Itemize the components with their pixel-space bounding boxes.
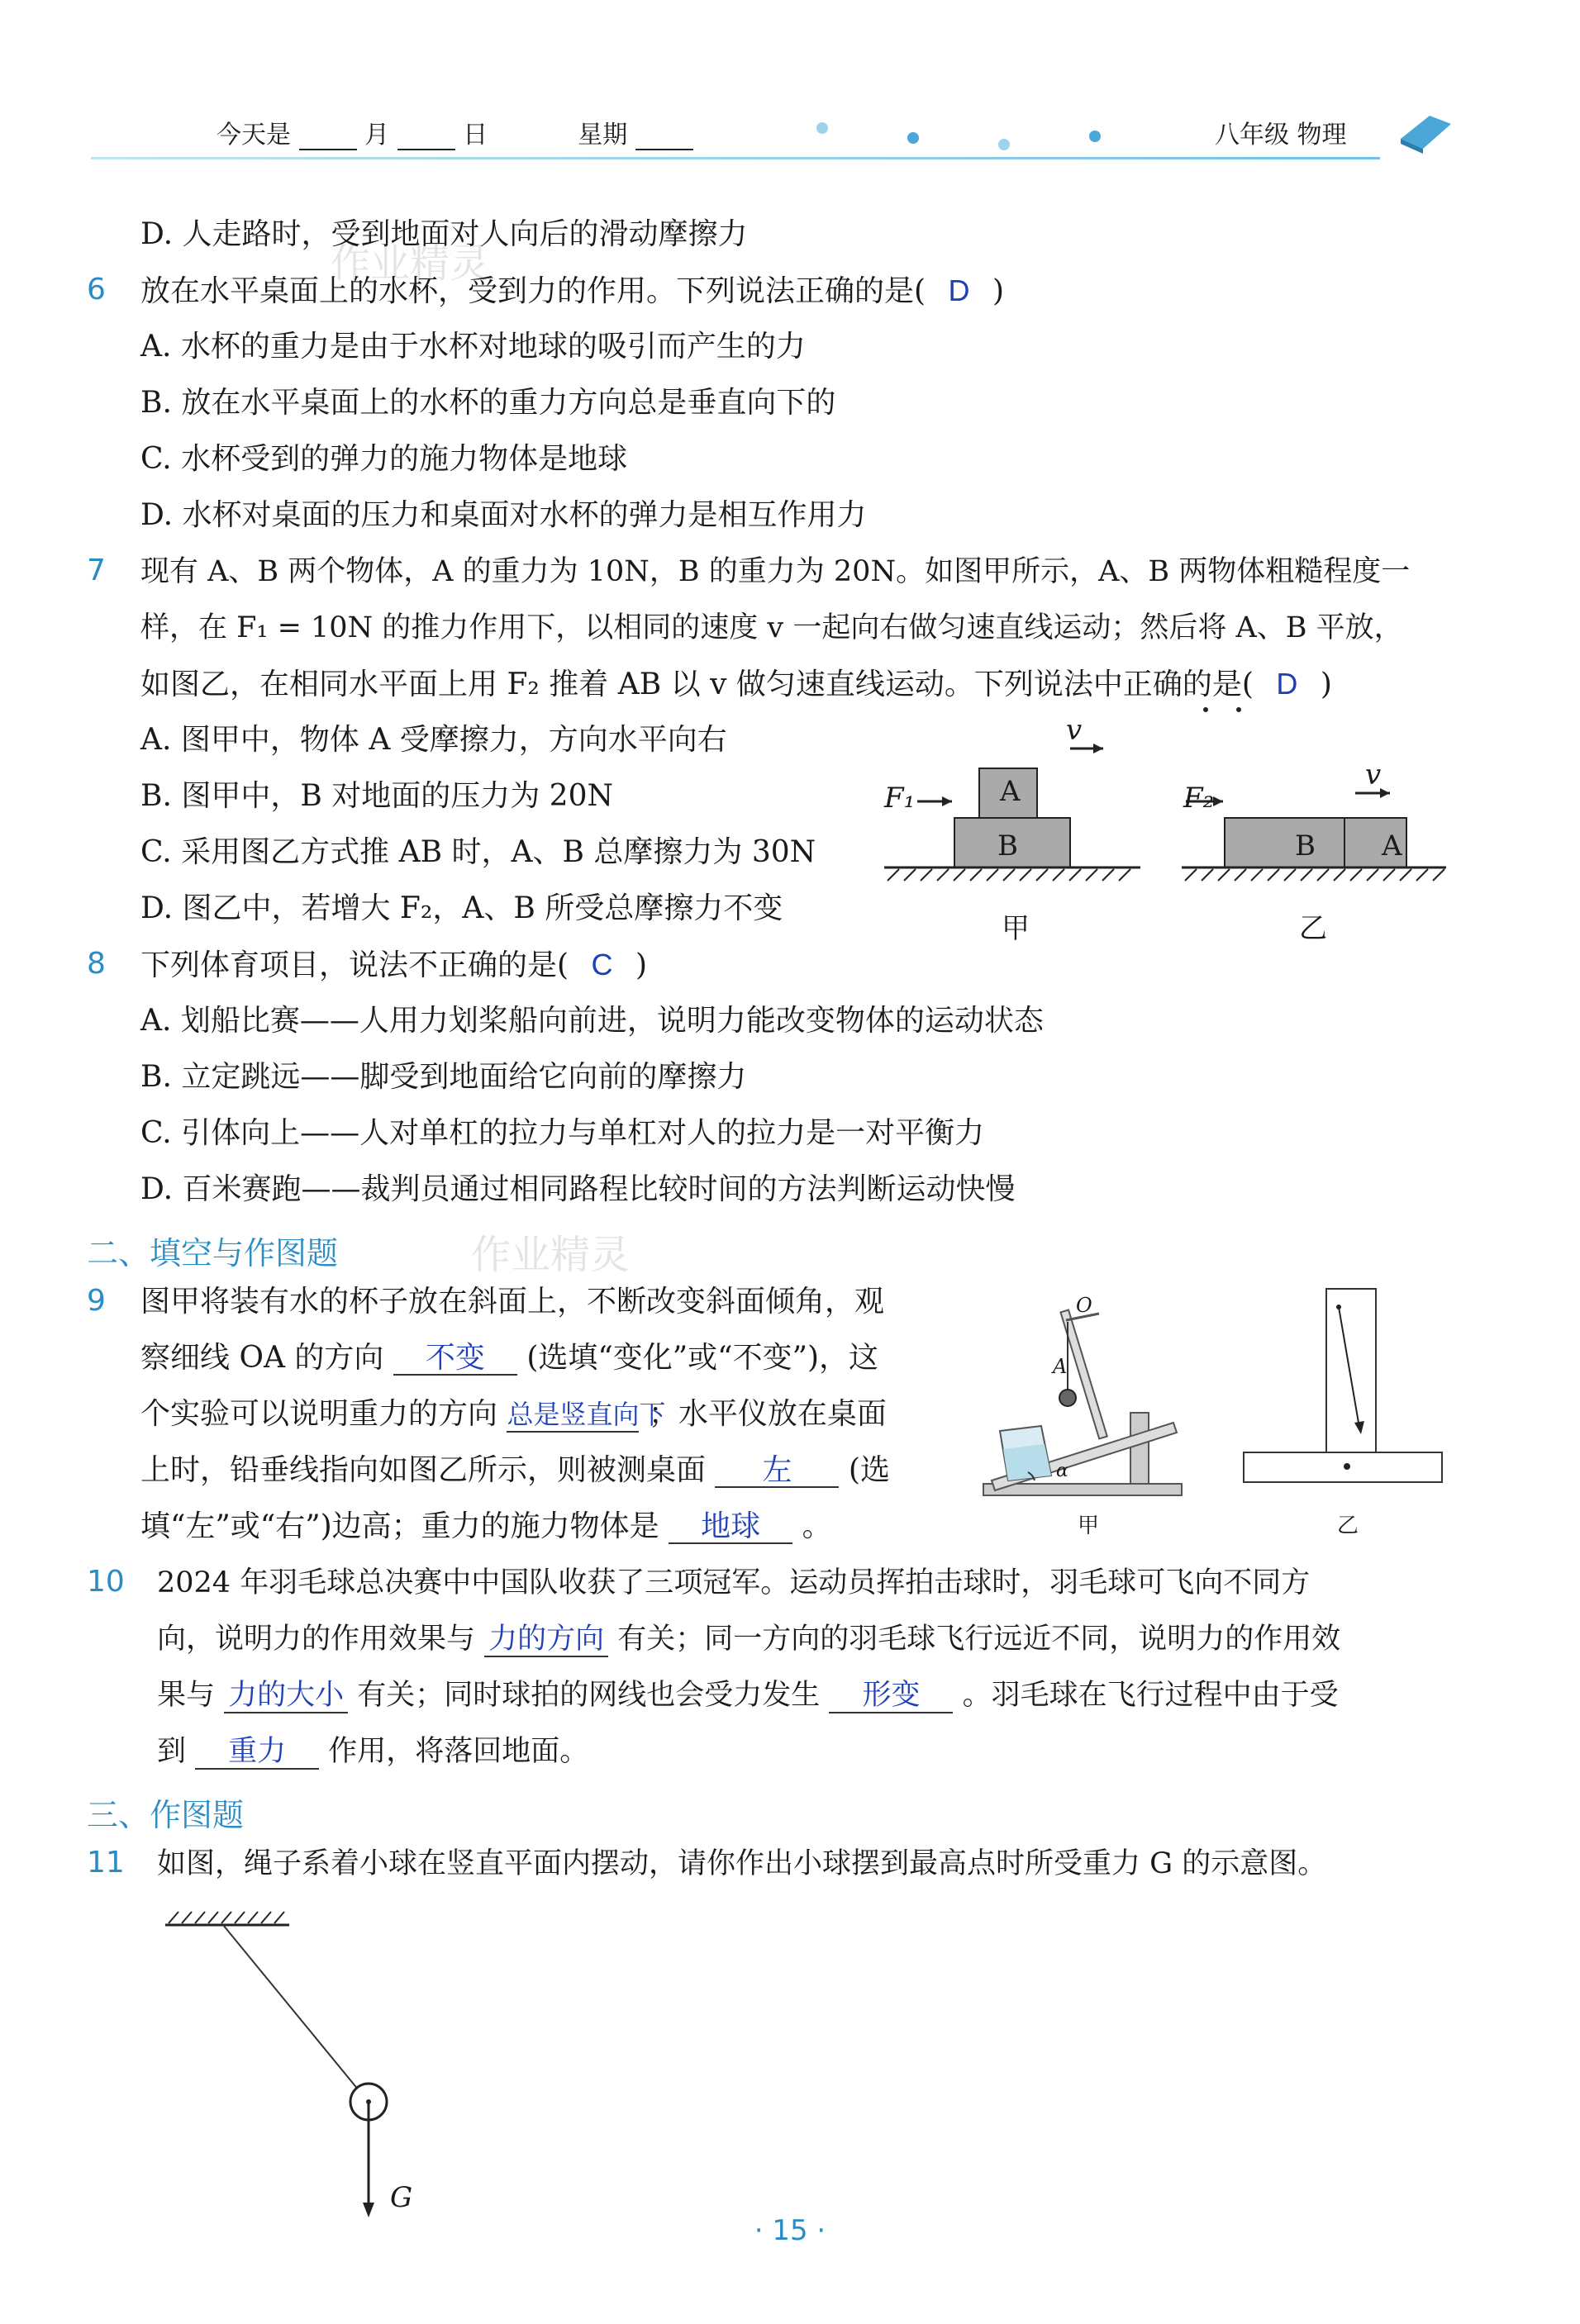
section-2-title: 二、填空与作图题: [87, 1235, 339, 1271]
q6-answer: D: [948, 273, 970, 307]
q10-blank-1: 力的方向: [484, 1623, 608, 1657]
header-rule: [91, 157, 1380, 159]
q10-line4: 到 重力 作用，将落回地面。: [157, 1735, 589, 1768]
q9-blank-1: 不变: [393, 1341, 517, 1376]
q9-figure-jia: [975, 1289, 1190, 1504]
q7-stem-line3: 如图乙，在相同水平面上用 F₂ 推着 AB 以 v 做匀速直线运动。下列说法中正确的是( D ): [140, 667, 1332, 701]
q7-option-b: B. 图甲中，B 对地面的压力为 20N: [140, 779, 613, 813]
q9-line1: 图甲将装有水的杯子放在斜面上，不断改变斜面倾角，观: [140, 1285, 885, 1319]
block-a-label: A: [1000, 775, 1021, 808]
point-o-label: O: [1076, 1294, 1092, 1317]
q7-option-c: C. 采用图乙方式推 AB 时，A、B 总摩擦力为 30N: [140, 835, 816, 869]
velocity-label: v: [1066, 714, 1083, 747]
q9-yi-caption: 乙: [1337, 1514, 1359, 1538]
eraser-icon: [1397, 106, 1454, 155]
q10-blank-4: 重力: [195, 1735, 319, 1770]
q7-option-d: D. 图乙中，若增大 F₂，A、B 所受总摩擦力不变: [140, 891, 783, 925]
header-dot: [907, 132, 919, 144]
q10-number: 10: [87, 1565, 125, 1599]
q7-number: 7: [87, 554, 106, 587]
page-number: · 15 ·: [754, 2214, 826, 2247]
force-f1-label: F₁: [884, 782, 916, 815]
q9-blank-4: 地球: [669, 1509, 792, 1544]
q7-answer: D: [1276, 667, 1298, 701]
block-a-label: A: [1382, 829, 1402, 863]
q9-number: 9: [87, 1284, 106, 1318]
header-dot: [1089, 131, 1101, 142]
day-label: 日: [463, 121, 488, 150]
watermark: 作业精灵: [471, 1232, 631, 1278]
q11-stem: 如图，绳子系着小球在竖直平面内摆动，请你作出小球摆到最高点时所受重力 G 的示意图。: [157, 1847, 1327, 1880]
q9-jia-caption: 甲: [1078, 1514, 1100, 1538]
today-label: 今天是: [217, 121, 291, 150]
q6-number: 6: [87, 273, 106, 307]
force-f2-label: F₂: [1183, 782, 1215, 815]
gravity-g-label: G: [390, 2181, 413, 2214]
q9-figure-yi: [1240, 1289, 1454, 1504]
q9-blank-2: 总是竖直向下: [507, 1398, 639, 1433]
q8-answer: C: [591, 948, 613, 981]
q5-option-d: D. 人走路时，受到地面对人向后的滑动摩擦力: [140, 217, 748, 251]
q10-blank-3: 形变: [829, 1679, 953, 1713]
q6-stem: 放在水平桌面上的水杯，受到力的作用。下列说法正确的是( D ): [140, 273, 1004, 308]
grade-subject: 八年级 物理: [1215, 121, 1347, 150]
weekday-blank: [635, 124, 693, 150]
weekday-label: 星期: [578, 121, 628, 150]
date-line: [217, 114, 693, 150]
q8-number: 8: [87, 947, 106, 981]
q10-line2: 向，说明力的作用效果与 力的方向 有关；同一方向的羽毛球飞行远近不同，说明力的作用效: [157, 1623, 1341, 1656]
point-a-label: A: [1053, 1355, 1068, 1378]
q7-stem-line2: 样，在 F₁ = 10N 的推力作用下，以相同的速度 v 一起向右做匀速直线运动；然后将 A、B 平放，: [140, 611, 1403, 644]
block-b-label: B: [997, 829, 1018, 863]
q6-option-b: B. 放在水平桌面上的水杯的重力方向总是垂直向下的: [140, 386, 836, 420]
q9-blank-3: 左: [715, 1453, 839, 1488]
month-blank: [299, 124, 357, 150]
figure-yi-caption: 乙: [1299, 912, 1327, 945]
q10-line1: 2024 年羽毛球总决赛中中国队收获了三项冠军。运动员挥拍击球时，羽毛球可飞向不同方: [157, 1566, 1311, 1599]
q9-line5: 填“左”或“右”)边高；重力的施力物体是 地球 。: [140, 1509, 832, 1543]
page-header: [0, 0, 1580, 173]
header-dot: [816, 122, 828, 134]
header-dot: [998, 139, 1010, 150]
figure-jia-caption: 甲: [1002, 912, 1030, 945]
q9-line4: 上时，铅垂线指向如图乙所示，则被测桌面 左 (选: [140, 1452, 890, 1487]
q9-line3: 个实验可以说明重力的方向 总是竖直向下 ；水平仪放在桌面: [140, 1397, 887, 1431]
q6-option-c: C. 水杯受到的弹力的施力物体是地球: [140, 442, 628, 476]
q8-option-b: B. 立定跳远——脚受到地面给它向前的摩擦力: [140, 1060, 747, 1094]
velocity-label: v: [1365, 758, 1382, 791]
day-blank: [397, 124, 455, 150]
emphasis-dot: [1236, 707, 1241, 712]
q8-option-d: D. 百米赛跑——裁判员通过相同路程比较时间的方法判断运动快慢: [140, 1172, 1016, 1206]
q6-option-d: D. 水杯对桌面的压力和桌面对水杯的弹力是相互作用力: [140, 498, 867, 532]
month-label: 月: [364, 121, 390, 150]
q9-line2: 察细线 OA 的方向 不变 (选填“变化”或“不变”)，这: [140, 1340, 879, 1375]
watermark: 作业精灵: [331, 240, 490, 287]
q7-option-a: A. 图甲中，物体 A 受摩擦力，方向水平向右: [140, 723, 727, 757]
q10-blank-2: 力的大小: [224, 1679, 348, 1713]
q6-option-a: A. 水杯的重力是由于水杯对地球的吸引而产生的力: [140, 330, 806, 364]
q7-stem-line1: 现有 A、B 两个物体，A 的重力为 10N，B 的重力为 20N。如图甲所示，A、B 两物体粗糙程度一: [140, 555, 1411, 588]
emphasis-dot: [1203, 707, 1208, 712]
q10-line3: 果与 力的大小 有关；同时球拍的网线也会受力发生 形变 。羽毛球在飞行过程中由于受: [157, 1679, 1339, 1712]
q7-figure-yi: [1173, 719, 1454, 892]
section-3-title: 三、作图题: [87, 1797, 245, 1833]
angle-alpha-label: α: [1056, 1461, 1068, 1481]
q8-stem: 下列体育项目，说法不正确的是( C ): [140, 948, 647, 982]
q8-option-c: C. 引体向上——人对单杠的拉力与单杠对人的拉力是一对平衡力: [140, 1116, 985, 1150]
q11-number: 11: [87, 1846, 125, 1880]
block-b-label: B: [1295, 829, 1316, 863]
q8-option-a: A. 划船比赛——人用力划桨船向前进，说明力能改变物体的运动状态: [140, 1004, 1044, 1038]
